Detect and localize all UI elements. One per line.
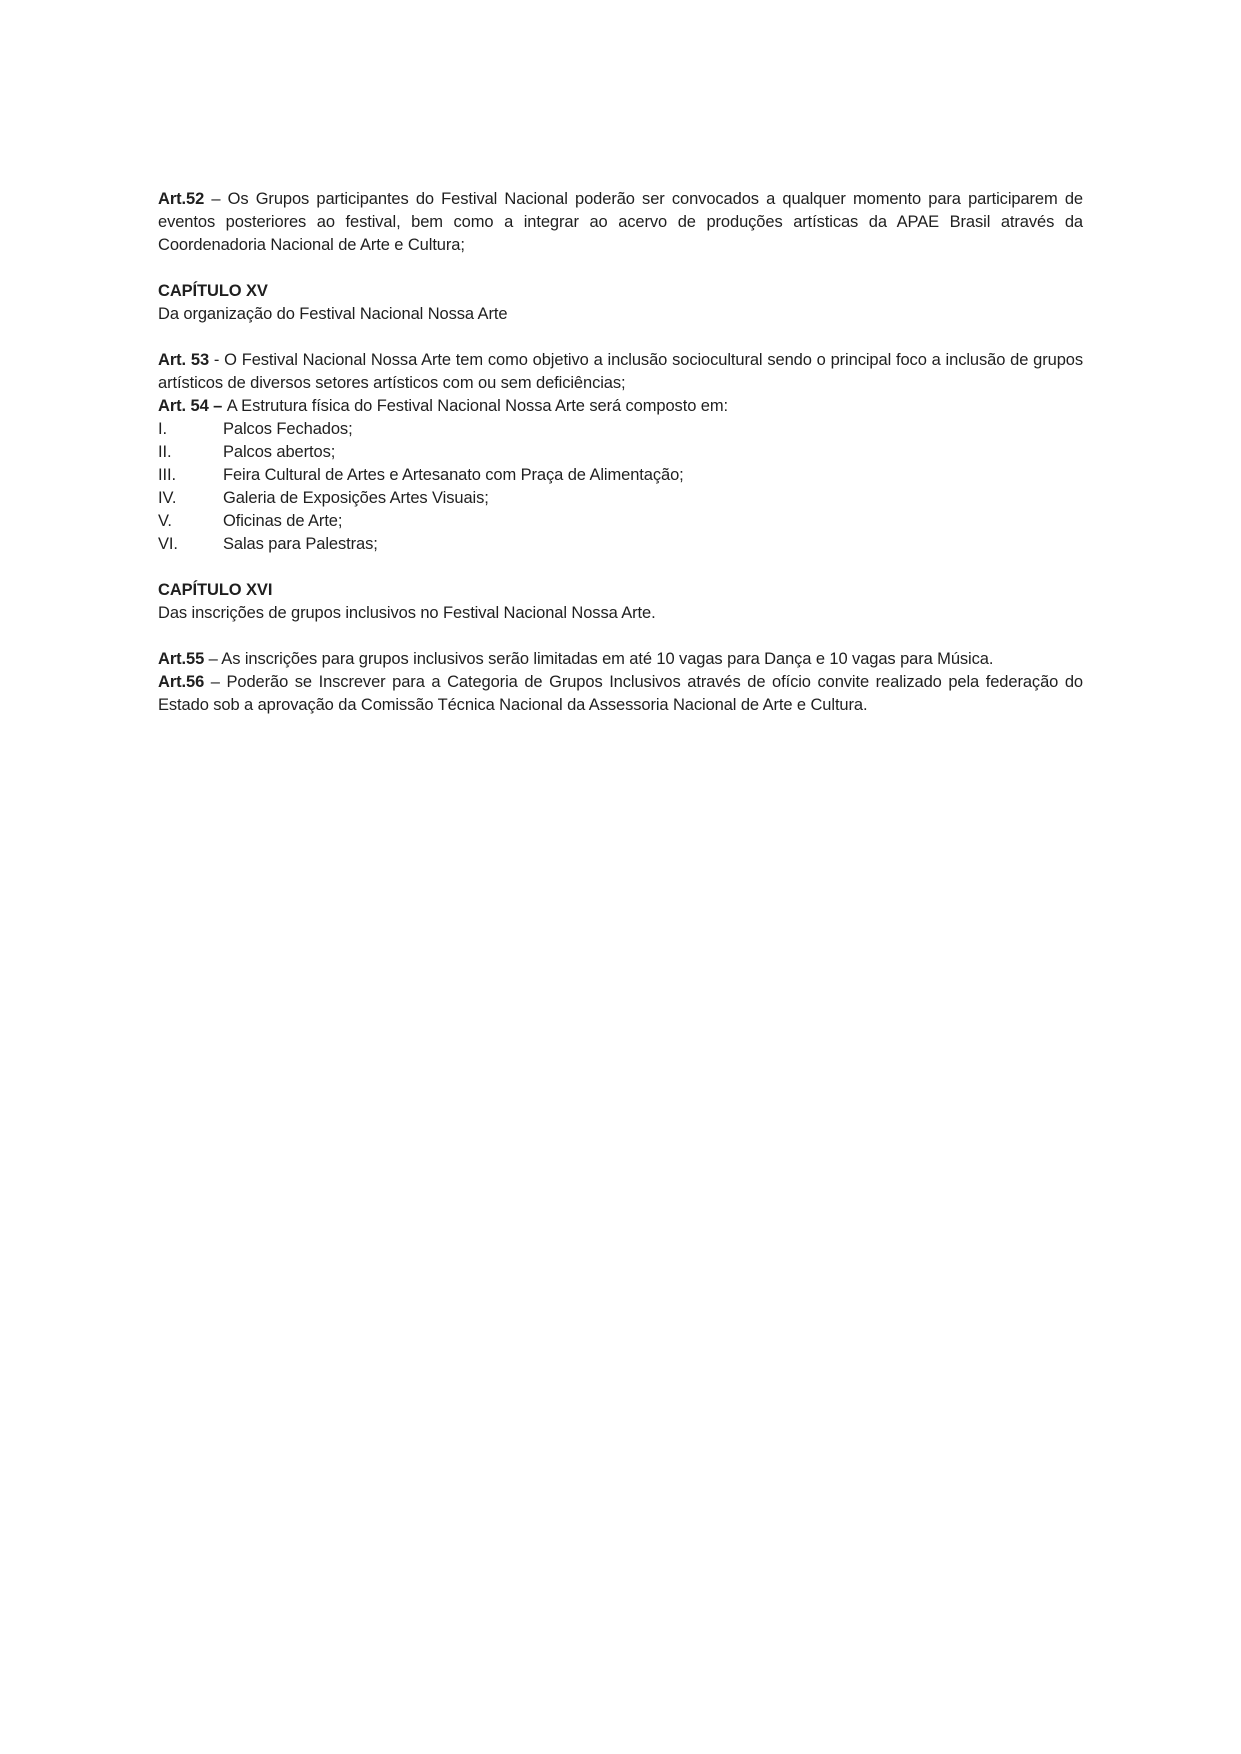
list-item-text: Palcos abertos; bbox=[223, 443, 336, 461]
chapter-15-subtitle: Da organização do Festival Nacional Nossa Arte bbox=[158, 305, 508, 323]
list-item bbox=[158, 510, 1083, 533]
article-53-text: - O Festival Nacional Nossa Arte tem como objetivo a inclusão sociocultural sendo o principal foco a inclusão de grupos artísticos de diversos setores artísticos com ou sem deficiências; bbox=[158, 351, 1084, 392]
list-item-text: Galeria de Exposições Artes Visuais; bbox=[223, 489, 489, 507]
article-52-text: – Os Grupos participantes do Festival Nacional poderão ser convocados a qualquer momento para participarem de eventos posteriores ao festival, bem como a integrar ao acervo de produções artísticas da APAE Brasil através da Coordenadoria Nacional de Arte e Cultura; bbox=[158, 190, 1083, 254]
article-55-paragraph bbox=[158, 648, 1083, 671]
article-52-paragraph bbox=[158, 188, 1083, 257]
article-56-label: Art.56 bbox=[158, 673, 205, 691]
list-item-numeral: III. bbox=[158, 466, 176, 484]
chapter-15-title: CAPÍTULO XV bbox=[158, 282, 268, 300]
list-item-text: Palcos Fechados; bbox=[223, 420, 353, 438]
list-item bbox=[158, 487, 1083, 510]
article-54-text: A Estrutura física do Festival Nacional Nossa Arte será composto em: bbox=[226, 397, 728, 415]
article-54-label: Art. 54 – bbox=[158, 397, 227, 415]
article-52-label: Art.52 bbox=[158, 190, 205, 208]
list-item-text: Oficinas de Arte; bbox=[223, 512, 343, 530]
list-item-numeral: IV. bbox=[158, 489, 177, 507]
list-item-numeral: II. bbox=[158, 443, 172, 461]
article-53-label: Art. 53 bbox=[158, 351, 210, 369]
list-item-numeral: I. bbox=[158, 420, 167, 438]
list-item-text: Salas para Palestras; bbox=[223, 535, 378, 553]
article-53-paragraph bbox=[158, 349, 1083, 395]
list-item-numeral: V. bbox=[158, 512, 172, 530]
chapter-16-subtitle: Das inscrições de grupos inclusivos no Festival Nacional Nossa Arte. bbox=[158, 604, 656, 622]
article-56-text: – Poderão se Inscrever para a Categoria de Grupos Inclusivos através de ofício convite realizado pela federação do Estado sob a aprovação da Comissão Técnica Nacional da Assessoria Nacional de Arte e Cultura. bbox=[158, 673, 1083, 714]
chapter-16-title: CAPÍTULO XVI bbox=[158, 581, 273, 599]
list-item bbox=[158, 464, 1083, 487]
article-54-paragraph bbox=[158, 395, 1083, 418]
list-item-numeral: VI. bbox=[158, 535, 178, 553]
list-item-text: Feira Cultural de Artes e Artesanato com Praça de Alimentação; bbox=[223, 466, 684, 484]
article-55-text: – As inscrições para grupos inclusivos serão limitadas em até 10 vagas para Dança e 10 vagas para Música. bbox=[204, 650, 994, 668]
list-item bbox=[158, 441, 1083, 464]
article-55-label: Art.55 bbox=[158, 650, 205, 668]
article-54-list bbox=[158, 418, 1083, 556]
list-item bbox=[158, 533, 1083, 556]
article-56-paragraph bbox=[158, 671, 1083, 717]
list-item bbox=[158, 418, 1083, 441]
